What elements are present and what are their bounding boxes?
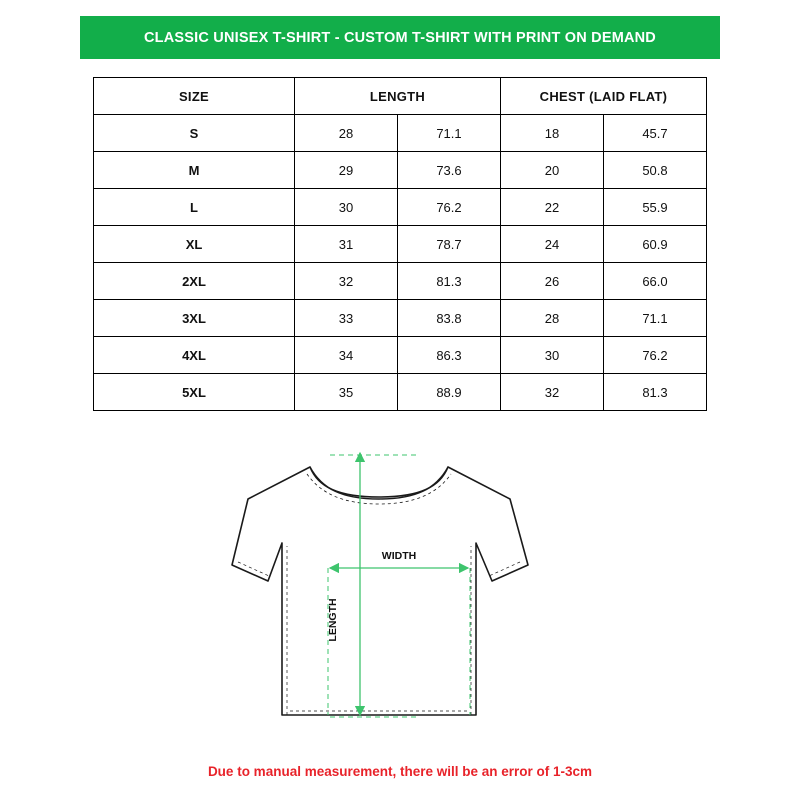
cell-size: 5XL bbox=[94, 374, 295, 411]
tshirt-measurement-diagram bbox=[0, 415, 800, 745]
table-row bbox=[94, 374, 707, 411]
tshirt-diagram-svg bbox=[0, 415, 800, 745]
cell-chest-in: 22 bbox=[500, 189, 603, 226]
cell-chest-cm: 66.0 bbox=[603, 263, 706, 300]
cell-size: 2XL bbox=[94, 263, 295, 300]
measurement-note: Due to manual measurement, there will be an error of 1-3cm bbox=[207, 764, 593, 779]
table-body bbox=[94, 115, 707, 411]
cell-length-in: 33 bbox=[295, 300, 398, 337]
cell-chest-in: 28 bbox=[500, 300, 603, 337]
cell-chest-cm: 76.2 bbox=[603, 337, 706, 374]
cell-chest-in: 24 bbox=[500, 226, 603, 263]
cell-length-cm: 71.1 bbox=[397, 115, 500, 152]
table-row bbox=[94, 115, 707, 152]
cell-size: 4XL bbox=[94, 337, 295, 374]
cell-length-in: 32 bbox=[295, 263, 398, 300]
cell-length-cm: 88.9 bbox=[397, 374, 500, 411]
cell-chest-cm: 60.9 bbox=[603, 226, 706, 263]
cell-size: M bbox=[94, 152, 295, 189]
table-row bbox=[94, 152, 707, 189]
header-length: LENGTH bbox=[295, 78, 501, 115]
cell-length-cm: 73.6 bbox=[397, 152, 500, 189]
header-banner bbox=[80, 16, 720, 59]
header-chest: CHEST (LAID FLAT) bbox=[500, 78, 706, 115]
cell-length-cm: 78.7 bbox=[397, 226, 500, 263]
cell-chest-cm: 81.3 bbox=[603, 374, 706, 411]
cell-chest-in: 18 bbox=[500, 115, 603, 152]
cell-chest-in: 30 bbox=[500, 337, 603, 374]
table-row bbox=[94, 189, 707, 226]
cell-chest-cm: 55.9 bbox=[603, 189, 706, 226]
length-label: LENGTH bbox=[327, 598, 339, 642]
width-label: WIDTH bbox=[381, 550, 417, 562]
cell-size: L bbox=[94, 189, 295, 226]
cell-length-cm: 86.3 bbox=[397, 337, 500, 374]
cell-chest-cm: 50.8 bbox=[603, 152, 706, 189]
table-head bbox=[94, 78, 707, 115]
page-title: CLASSIC UNISEX T-SHIRT - CUSTOM T-SHIRT WITH PRINT ON DEMAND bbox=[144, 29, 656, 46]
cell-size: S bbox=[94, 115, 295, 152]
cell-length-in: 29 bbox=[295, 152, 398, 189]
table-header-row bbox=[94, 78, 707, 115]
cell-chest-in: 26 bbox=[500, 263, 603, 300]
cell-size: 3XL bbox=[94, 300, 295, 337]
header-size: SIZE bbox=[94, 78, 295, 115]
cell-chest-in: 20 bbox=[500, 152, 603, 189]
cell-chest-cm: 45.7 bbox=[603, 115, 706, 152]
table-row bbox=[94, 337, 707, 374]
cell-length-cm: 83.8 bbox=[397, 300, 500, 337]
cell-length-in: 30 bbox=[295, 189, 398, 226]
cell-length-in: 34 bbox=[295, 337, 398, 374]
cell-length-cm: 81.3 bbox=[397, 263, 500, 300]
size-chart-table bbox=[93, 77, 707, 411]
table-row bbox=[94, 226, 707, 263]
cell-length-in: 31 bbox=[295, 226, 398, 263]
table-row bbox=[94, 263, 707, 300]
cell-chest-cm: 71.1 bbox=[603, 300, 706, 337]
cell-length-in: 28 bbox=[295, 115, 398, 152]
table-row bbox=[94, 300, 707, 337]
tshirt-outline-icon bbox=[232, 467, 528, 715]
cell-chest-in: 32 bbox=[500, 374, 603, 411]
cell-length-cm: 76.2 bbox=[397, 189, 500, 226]
cell-length-in: 35 bbox=[295, 374, 398, 411]
cell-size: XL bbox=[94, 226, 295, 263]
